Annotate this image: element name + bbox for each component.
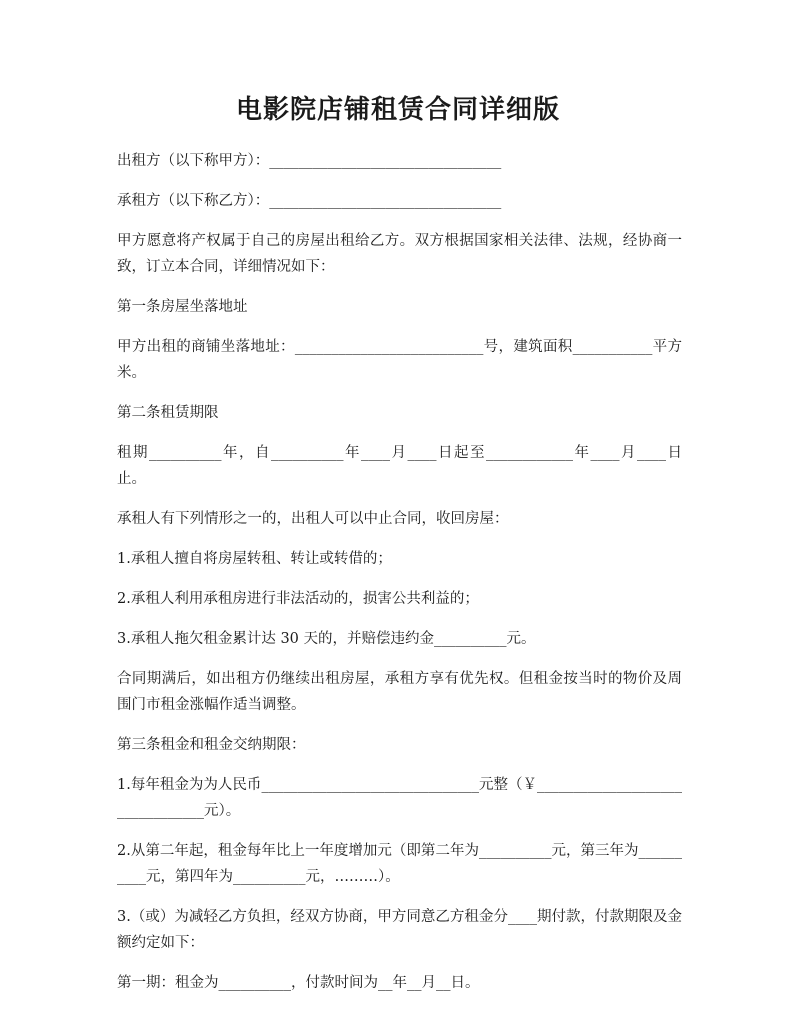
rent-item-2: 2.从第二年起，租金每年比上一年度增加元（即第二年为__________元，第三年为__________元，第四年为__________元，………）。: [117, 843, 682, 885]
article-2-term: 租期__________年，自__________年____月____日起至____________年____月____日止。: [117, 445, 682, 487]
article-1-body: 甲方出租的商铺坐落地址：__________________________号，建筑面积___________平方米。: [117, 339, 682, 381]
rent-item-3: 3.（或）为减轻乙方负担，经双方协商，甲方同意乙方租金分____期付款，付款期限及金额约定如下：: [117, 909, 682, 951]
document-body: [117, 148, 682, 1010]
article-2-heading: 第二条租赁期限: [117, 405, 219, 421]
termination-item-2: 2.承租人利用承租房进行非法活动的，损害公共利益的；: [117, 591, 479, 607]
clause-preamble: 甲方愿意将产权属于自己的房屋出租给乙方。双方根据国家相关法律、法规，经协商一致，订立本合同，详细情况如下：: [117, 233, 682, 275]
article-2-renewal: 合同期满后，如出租方仍继续出租房屋，承租方享有优先权。但租金按当时的物价及周围门市租金涨幅作适当调整。: [117, 671, 682, 713]
termination-item-3: 3.承租人拖欠租金累计达 30 天的，并赔偿违约金__________元。: [117, 631, 536, 647]
rent-installment-1: 第一期：租金为__________，付款时间为__年__月__日。: [117, 975, 480, 991]
clause-lessee: 承租方（以下称乙方）：________________________________: [117, 193, 502, 209]
article-1-heading: 第一条房屋坐落地址: [117, 299, 248, 315]
article-2-termination-intro: 承租人有下列情形之一的，出租人可以中止合同，收回房屋：: [117, 511, 509, 527]
clause-lessor: 出租方（以下称甲方）：________________________________: [117, 153, 502, 169]
article-3-heading: 第三条租金和租金交纳期限：: [117, 737, 306, 753]
document-title: 电影院店铺租赁合同详细版: [235, 95, 560, 125]
termination-item-1: 1.承租人擅自将房屋转租、转让或转借的；: [117, 551, 392, 567]
rent-item-1: 1.每年租金为为人民币______________________________元整（￥________________________________元）。: [117, 777, 682, 819]
